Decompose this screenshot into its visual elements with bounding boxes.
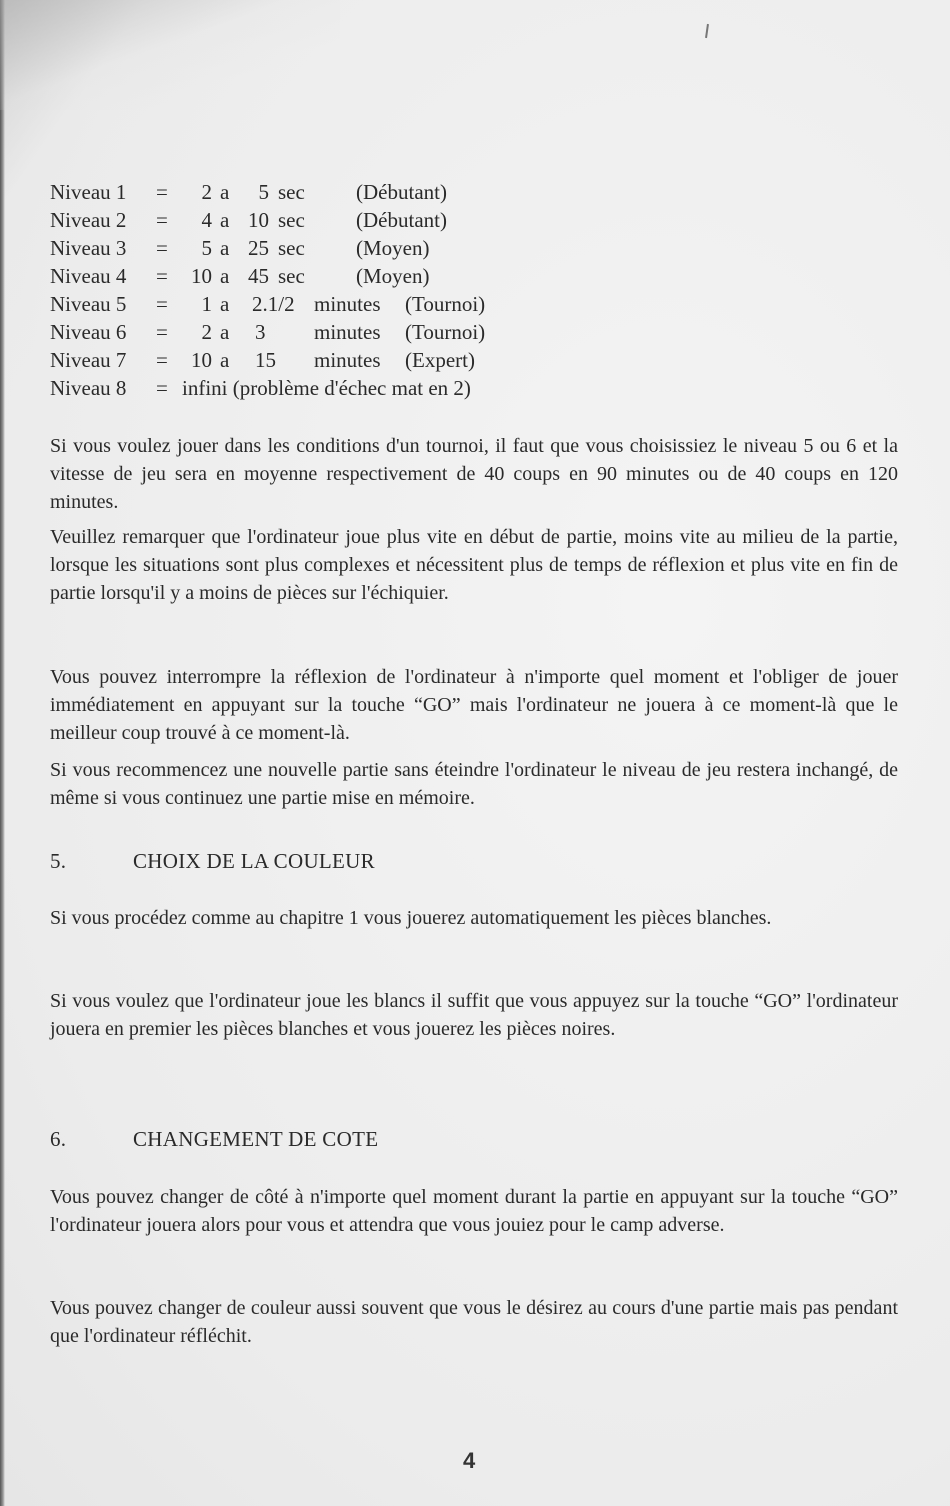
level-unit: minutes <box>314 320 381 344</box>
level-a: a <box>220 208 230 232</box>
level-equals: = <box>156 320 168 344</box>
level-unit: sec <box>278 236 305 260</box>
page-binding-edge <box>0 0 5 1506</box>
level-description: infini (problème d'échec mat en 2) <box>182 376 471 400</box>
section-heading-couleur <box>50 849 375 874</box>
section-number: 6. <box>50 1127 67 1151</box>
level-unit: minutes <box>314 348 381 372</box>
level-to: 45 <box>248 264 269 288</box>
paragraph-interrompre: Vous pouvez interrompre la réflexion de l'ordinateur à n'importe quel moment et l'obliger de jouer immédiatement en appuyant sur la touche “GO” mais l'ordinateur ne jouera à ce moment-là que le meilleur coup trouvé à ce moment-là. <box>50 666 898 744</box>
level-unit: sec <box>278 264 305 288</box>
level-to: 2.1/2 <box>252 292 295 316</box>
level-category: (Tournoi) <box>405 320 486 344</box>
level-name: Niveau 2 <box>50 208 127 232</box>
level-unit: sec <box>278 208 305 232</box>
level-a: a <box>220 180 230 204</box>
level-name: Niveau 5 <box>50 292 127 316</box>
level-equals: = <box>156 376 168 400</box>
level-from: 2 <box>201 180 212 204</box>
level-to: 10 <box>248 208 269 232</box>
section-title: CHOIX DE LA COULEUR <box>133 849 375 873</box>
level-a: a <box>220 348 230 372</box>
paragraph-vitesse: Veuillez remarquer que l'ordinateur joue plus vite en début de partie, moins vite au milieu de la partie, lorsque les situations sont plus complexes et nécessitent plus de temps de réflexion et plus vite en fin de partie lorsqu'il y a moins de pièces sur l'échiquier. <box>50 526 898 604</box>
level-category: (Débutant) <box>356 180 447 204</box>
level-table <box>50 178 486 402</box>
level-a: a <box>220 292 230 316</box>
page-fold-shadow <box>0 0 340 110</box>
level-row <box>50 234 430 262</box>
level-a: a <box>220 320 230 344</box>
level-category: (Expert) <box>405 348 475 372</box>
level-from: 5 <box>201 236 212 260</box>
level-from: 2 <box>201 320 212 344</box>
level-row <box>50 206 447 234</box>
level-from: 10 <box>191 348 212 372</box>
section-title: CHANGEMENT DE COTE <box>133 1127 379 1151</box>
page-number: 4 <box>463 1448 476 1473</box>
paragraph-cote-1: Vous pouvez changer de côté à n'importe quel moment durant la partie en appuyant sur la touche “GO” l'ordinateur jouera alors pour vous et attendra que vous jouiez pour le camp adverse. <box>50 1186 898 1236</box>
level-from: 1 <box>201 292 212 316</box>
level-name: Niveau 7 <box>50 348 127 372</box>
level-row <box>50 262 430 290</box>
level-row <box>50 178 447 206</box>
level-category: (Tournoi) <box>405 292 486 316</box>
level-to: 15 <box>255 348 276 372</box>
section-number: 5. <box>50 849 67 873</box>
level-row <box>50 290 486 318</box>
level-name: Niveau 4 <box>50 264 127 288</box>
level-category: (Moyen) <box>356 236 430 260</box>
level-unit: minutes <box>314 292 381 316</box>
level-from: 10 <box>191 264 212 288</box>
paragraph-cote-2: Vous pouvez changer de couleur aussi souvent que vous le désirez au cours d'une partie mais pas pendant que l'ordinateur réfléchit. <box>50 1297 898 1347</box>
level-equals: = <box>156 292 168 316</box>
level-name: Niveau 8 <box>50 376 127 400</box>
level-from: 4 <box>201 208 212 232</box>
level-equals: = <box>156 348 168 372</box>
level-a: a <box>220 264 230 288</box>
paragraph-couleur-1: Si vous procédez comme au chapitre 1 vous jouerez automatiquement les pièces blanches. <box>50 907 772 929</box>
level-name: Niveau 3 <box>50 236 127 260</box>
level-to: 25 <box>248 236 269 260</box>
level-category: (Débutant) <box>356 208 447 232</box>
level-equals: = <box>156 236 168 260</box>
level-row <box>50 346 475 374</box>
level-row <box>50 318 486 346</box>
level-to: 3 <box>255 320 266 344</box>
level-unit: sec <box>278 180 305 204</box>
level-name: Niveau 1 <box>50 180 127 204</box>
section-heading-cote <box>50 1127 378 1152</box>
level-to: 5 <box>258 180 269 204</box>
level-equals: = <box>156 208 168 232</box>
level-name: Niveau 6 <box>50 320 127 344</box>
paragraph-recommencer: Si vous recommencez une nouvelle partie sans éteindre l'ordinateur le niveau de jeu restera inchangé, de même si vous continuez une partie mise en mémoire. <box>50 759 898 809</box>
level-a: a <box>220 236 230 260</box>
level-row <box>50 374 471 402</box>
level-category: (Moyen) <box>356 264 430 288</box>
pen-mark <box>705 24 709 38</box>
level-equals: = <box>156 264 168 288</box>
paragraph-couleur-2: Si vous voulez que l'ordinateur joue les blancs il suffit que vous appuyez sur la touche “GO” l'ordinateur jouera en premier les pièces blanches et vous jouerez les pièces noires. <box>50 990 898 1040</box>
paragraph-tournoi: Si vous voulez jouer dans les conditions d'un tournoi, il faut que vous choisissiez le niveau 5 ou 6 et la vitesse de jeu sera en moyenne respectivement de 40 coups en 90 minutes ou de 40 coups en 120 minutes. <box>50 435 898 513</box>
level-equals: = <box>156 180 168 204</box>
